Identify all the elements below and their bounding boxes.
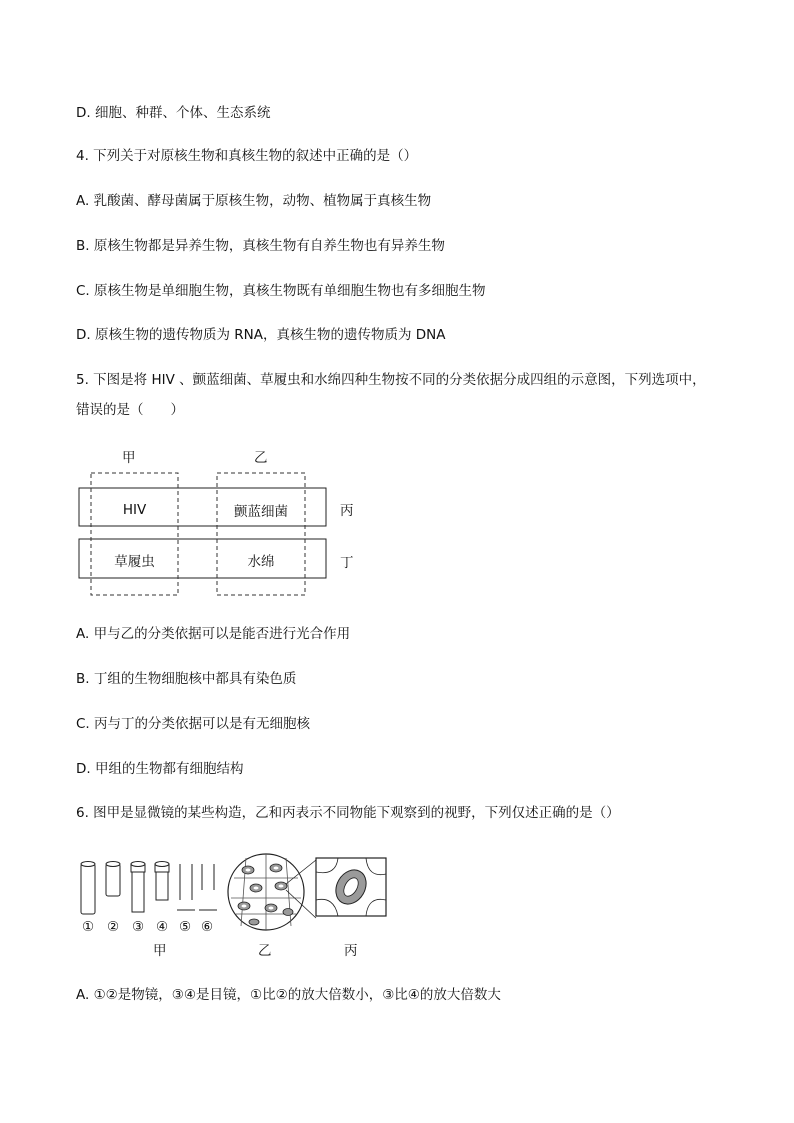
q4-option-c: C. 原核生物是单细胞生物，真核生物既有单细胞生物也有多细胞生物 (76, 283, 486, 299)
part-label-1: ① (82, 919, 95, 935)
q3-option-d: D. 细胞、种群、个体、生态系统 (76, 105, 271, 121)
lens-1-icon (81, 862, 95, 915)
lens-4-icon (155, 862, 169, 901)
q4-option-d: D. 原核生物的遗传物质为 RNA，真核生物的遗传物质为 DNA (76, 327, 446, 343)
lens-3-icon (131, 862, 145, 913)
classification-figure (76, 440, 376, 605)
classification-grid (76, 440, 376, 605)
q5-option-a: A. 甲与乙的分类依据可以是能否进行光合作用 (76, 626, 351, 642)
field-of-view-bing-icon (316, 858, 386, 916)
q6-option-a: A. ①②是物镜，③④是目镜，①比②的放大倍数小，③比④的放大倍数大 (76, 987, 501, 1003)
distance-5-icon (177, 864, 195, 910)
question-4: 4. 下列关于对原核生物和真核生物的叙述中正确的是（） (76, 148, 418, 164)
field-of-view-yi-icon (228, 854, 316, 930)
group-label-ding: 丁 (340, 555, 354, 571)
microscope-figure (76, 850, 396, 960)
group-label-bing: 丙 (340, 503, 354, 519)
question-5-line-2: 错误的是（ ） (76, 402, 184, 418)
part-label-2: ② (107, 919, 120, 935)
part-label-4: ④ (156, 919, 169, 935)
part-label-3: ③ (132, 919, 145, 935)
lens-2-icon (106, 862, 120, 897)
group-label-yi: 乙 (254, 450, 268, 466)
q4-option-b: B. 原核生物都是异养生物，真核生物有自养生物也有异养生物 (76, 238, 445, 254)
q5-option-c: C. 丙与丁的分类依据可以是有无细胞核 (76, 716, 311, 732)
cell-paramecium: 草履虫 (114, 554, 155, 570)
question-6: 6. 图甲是显微镜的某些构造，乙和丙表示不同物能下观察到的视野，下列仅述正确的是（） (76, 805, 620, 821)
q5-option-b: B. 丁组的生物细胞核中都具有染色质 (76, 671, 297, 687)
part-label-6: ⑥ (201, 919, 214, 935)
figure-label-jia: 甲 (153, 943, 167, 959)
distance-6-icon (199, 864, 217, 910)
question-5-line-1: 5. 下图是将 HIV 、颤蓝细菌、草履虫和水绵四种生物按不同的分类依据分成四组的示意图，下列选项中， (76, 372, 706, 388)
part-label-5: ⑤ (179, 919, 192, 935)
q5-option-d: D. 甲组的生物都有细胞结构 (76, 761, 244, 777)
figure-label-yi: 乙 (258, 943, 272, 959)
cell-hiv: HIV (122, 502, 147, 518)
q4-option-a: A. 乳酸菌、酵母菌属于原核生物，动物、植物属于真核生物 (76, 193, 432, 209)
group-label-jia: 甲 (122, 450, 136, 466)
cell-spirogyra: 水绵 (247, 554, 275, 570)
figure-label-bing: 丙 (344, 943, 358, 959)
cell-cyanobacteria: 颤蓝细菌 (234, 504, 288, 520)
